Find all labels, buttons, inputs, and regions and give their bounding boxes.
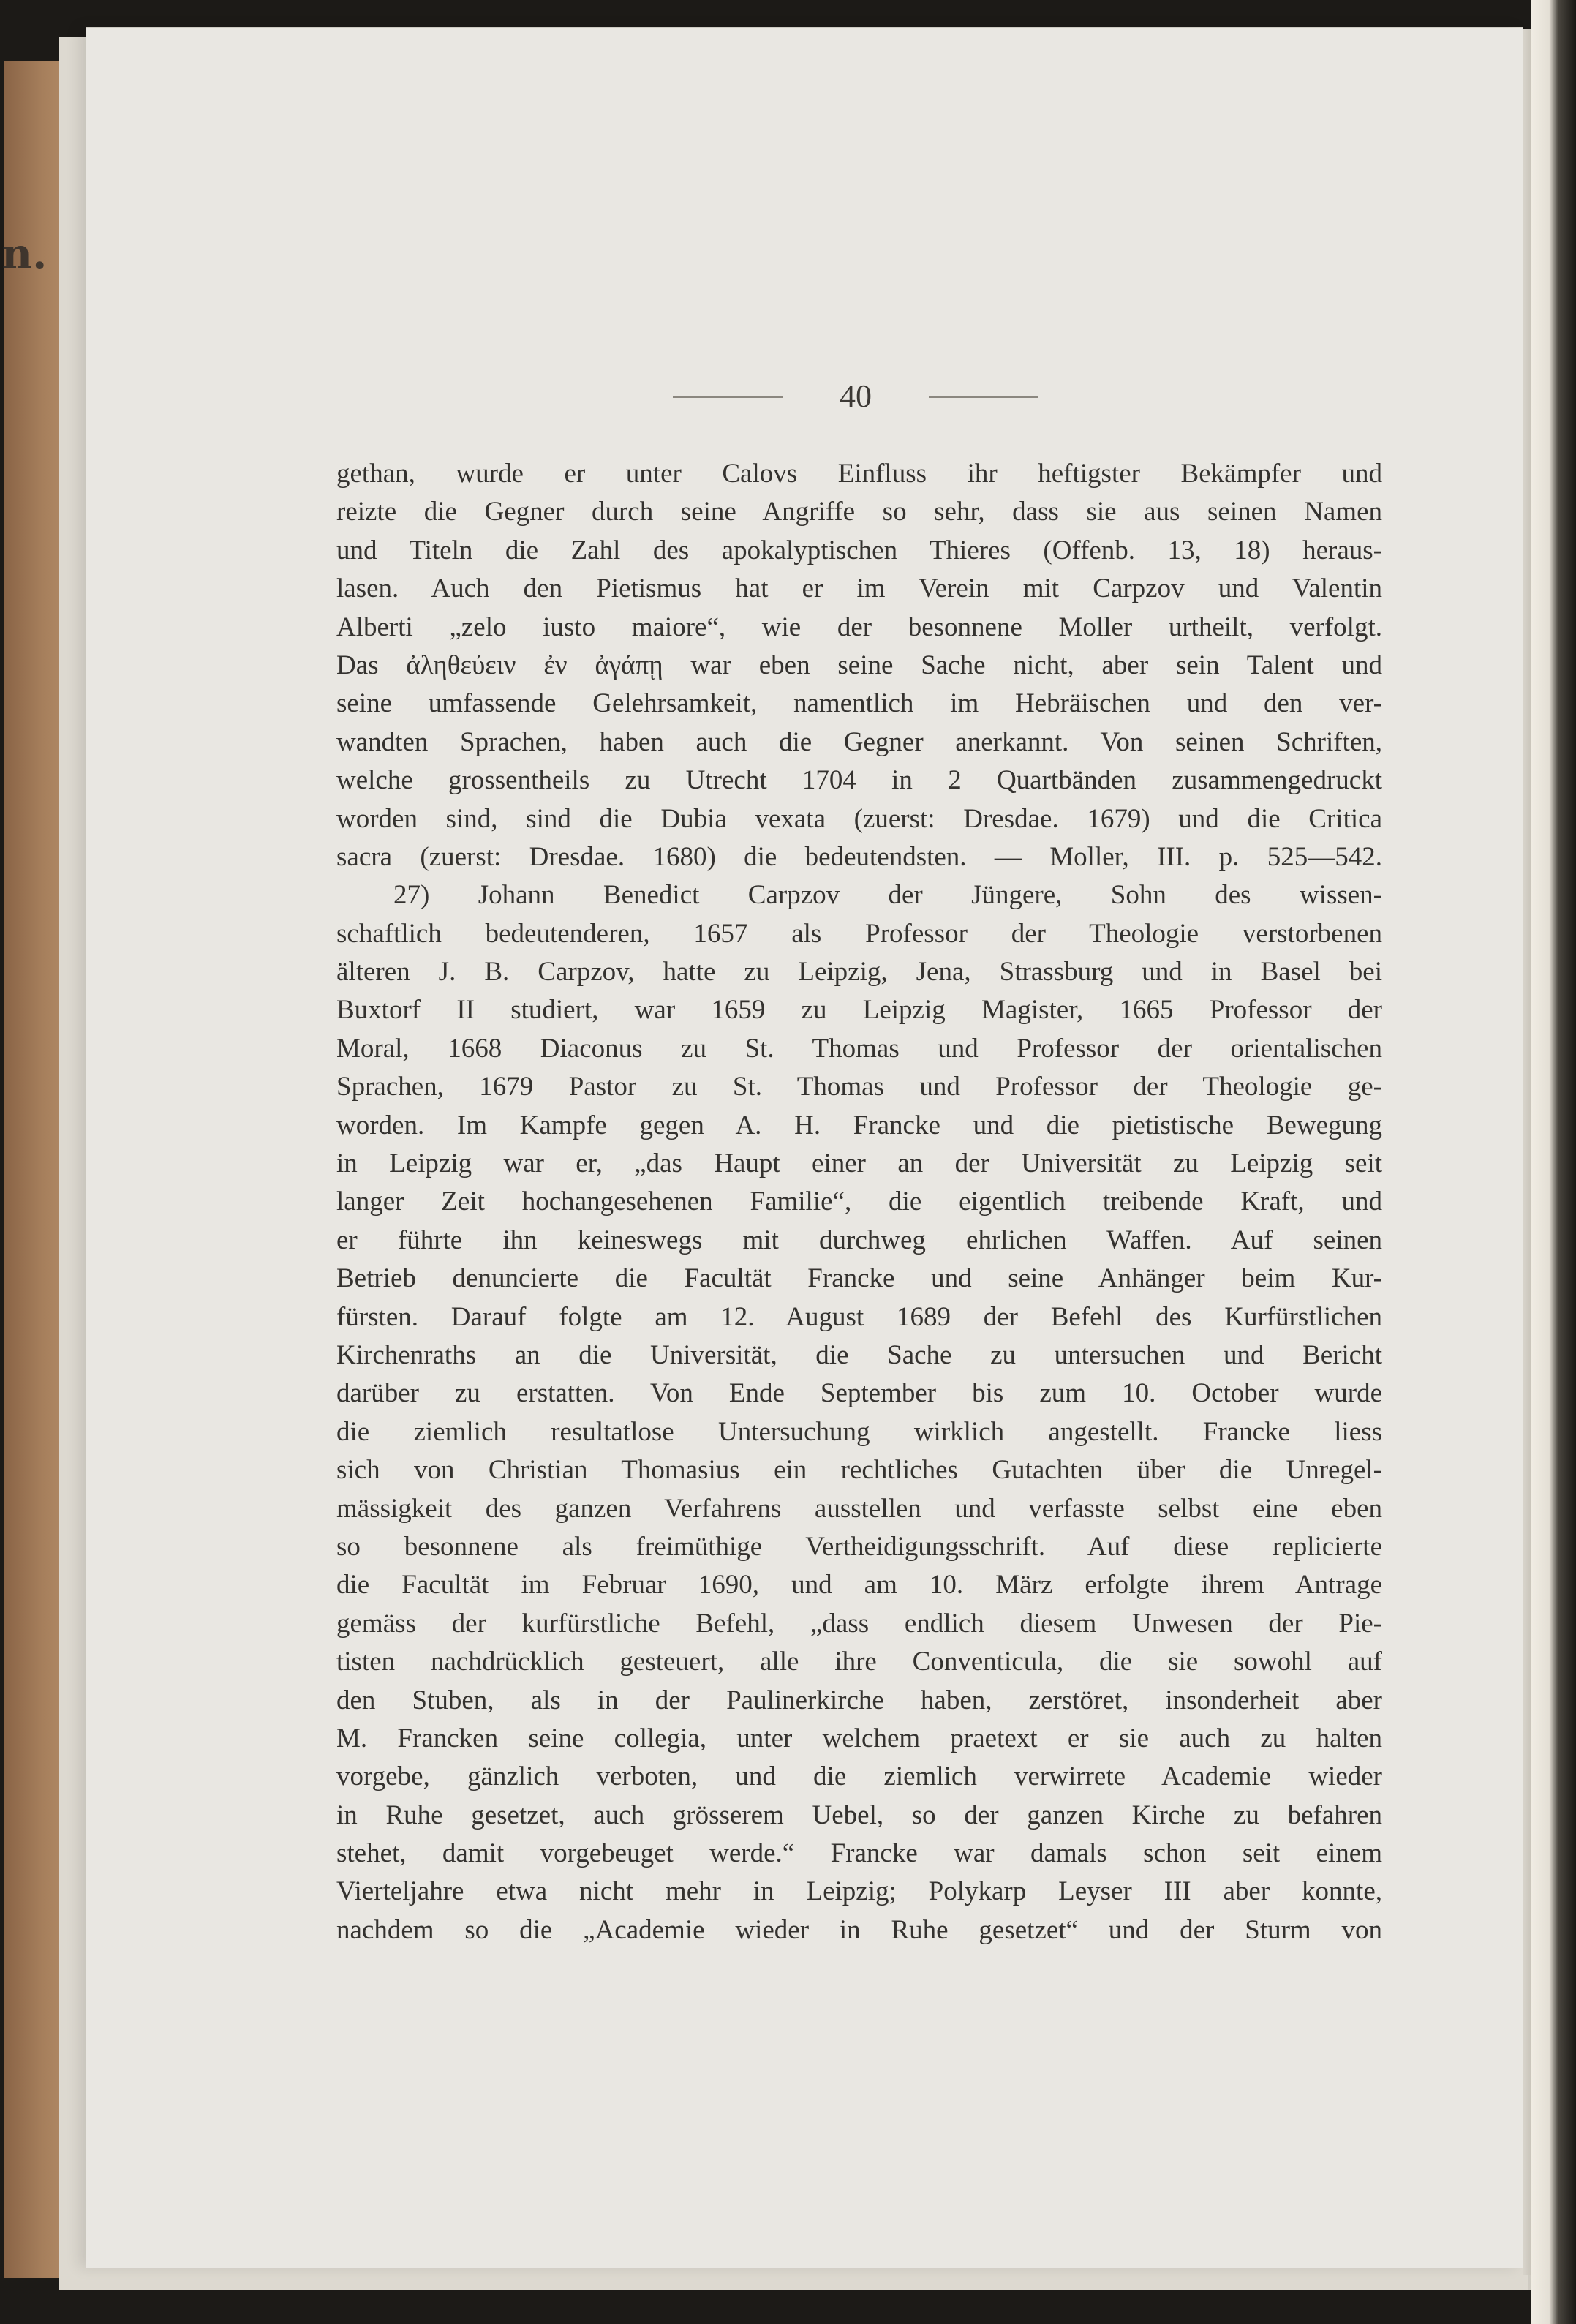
text-line: Moral, 1668 Diaconus zu St. Thomas und Professor der orientalischen [336,1033,1382,1064]
text-line: langer Zeit hochangesehenen Familie“, die eigentlich treibende Kraft, und [336,1187,1382,1217]
text-line: seine umfassende Gelehrsamkeit, namentlich im Hebräischen und den ver- [336,688,1382,719]
text-line: Das ἀληθεύειν ἐν ἀγάπῃ war eben seine Sache nicht, aber sein Talent und [336,650,1382,680]
text-line: nachdem so die „Academie wieder in Ruhe gesetzet“ und der Sturm von [336,1914,1382,1945]
page-number: 40 [840,378,872,414]
text-line: darüber zu erstatten. Von Ende September bis zum 10. October wurde [336,1378,1382,1409]
text-line: den Stuben, als in der Paulinerkirche haben, zerstöret, insonderheit aber [336,1685,1382,1715]
text-line: die ziemlich resultatlose Untersuchung wirklich angestellt. Francke liess [336,1416,1382,1447]
text-line: welche grossentheils zu Utrecht 1704 in 2 Quartbänden zusammengedruckt [336,765,1382,796]
text-line: und Titeln die Zahl des apokalyptischen Thieres (Offenb. 13, 18) heraus- [336,535,1382,565]
text-line: worden. Im Kampfe gegen A. H. Francke und die pietistische Bewegung [336,1110,1382,1140]
text-line: vorgebe, gänzlich verboten, und die ziemlich verwirrete Academie wieder [336,1761,1382,1792]
text-line: sacra (zuerst: Dresdae. 1680) die bedeutendsten. — Moller, III. p. 525—542. [336,841,1382,872]
text-line: schaftlich bedeutenderen, 1657 als Professor der Theologie verstorbenen [336,918,1382,949]
text-line: stehet, damit vorgebeuget werde.“ Francke war damals schon seit einem [336,1838,1382,1869]
text-line: mässigkeit des ganzen Verfahrens ausstellen und verfasste selbst eine eben [336,1493,1382,1524]
gutter-shadow [1531,0,1576,2324]
text-line: in Ruhe gesetzet, auch grösserem Uebel, so der ganzen Kirche zu befahren [336,1800,1382,1830]
footnote-27-start: 27) Johann Benedict Carpzov der Jüngere, Sohn des wissen- [393,880,1382,911]
text-line: so besonnene als freimüthige Vertheidigungsschrift. Auf diese replicierte [336,1531,1382,1562]
body-text [336,455,1382,1949]
text-line: wandten Sprachen, haben auch die Gegner anerkannt. Von seinen Schriften, [336,726,1382,757]
text-line: tisten nachdrücklich gesteuert, alle ihre Conventicula, die sie sowohl auf [336,1647,1382,1677]
text-line: älteren J. B. Carpzov, hatte zu Leipzig, Jena, Strassburg und in Basel bei [336,957,1382,988]
text-line: lasen. Auch den Pietismus hat er im Verein mit Carpzov und Valentin [336,574,1382,604]
text-line: gethan, wurde er unter Calovs Einfluss ihr heftigster Bekämpfer und [336,459,1382,489]
text-line: Kirchenraths an die Universität, die Sache zu untersuchen und Bericht [336,1339,1382,1370]
text-line: in Leipzig war er, „das Haupt einer an der Universität zu Leipzig seit [336,1148,1382,1179]
text-line: die Facultät im Februar 1690, und am 10. März erfolgte ihrem Antrage [336,1570,1382,1601]
text-line: Betrieb denuncierte die Facultät Francke und seine Anhänger beim Kur- [336,1263,1382,1294]
text-line: gemäss der kurfürstliche Befehl, „dass endlich diesem Unwesen der Pie- [336,1608,1382,1639]
text-line: Vierteljahre etwa nicht mehr in Leipzig; Polykarp Leyser III aber konnte, [336,1876,1382,1907]
page-right-edge [1523,29,1531,2275]
edge-fragment-text: n. [1,229,48,279]
text-line: sich von Christian Thomasius ein rechtliches Gutachten über die Unregel- [336,1455,1382,1486]
text-line: er führte ihn keineswegs mit durchweg ehrlichen Waffen. Auf seinen [336,1225,1382,1255]
text-line: Alberti „zelo iusto maiore“, wie der besonnene Moller urtheilt, verfolgt. [336,612,1382,642]
page-header [673,375,1038,418]
text-line: worden sind, sind die Dubia vexata (zuerst: Dresdae. 1679) und die Critica [336,803,1382,834]
text-line: Sprachen, 1679 Pastor zu St. Thomas und Professor der Theologie ge- [336,1072,1382,1102]
text-line: Buxtorf II studiert, war 1659 zu Leipzig Magister, 1665 Professor der [336,995,1382,1026]
header-rule-right [929,396,1038,398]
text-line: M. Francken seine collegia, unter welchem praetext er sie auch zu halten [336,1723,1382,1753]
text-line: reizte die Gegner durch seine Angriffe so sehr, dass sie aus seinen Namen [336,497,1382,527]
text-line: fürsten. Darauf folgte am 12. August 1689 der Befehl des Kurfürstlichen [336,1301,1382,1332]
